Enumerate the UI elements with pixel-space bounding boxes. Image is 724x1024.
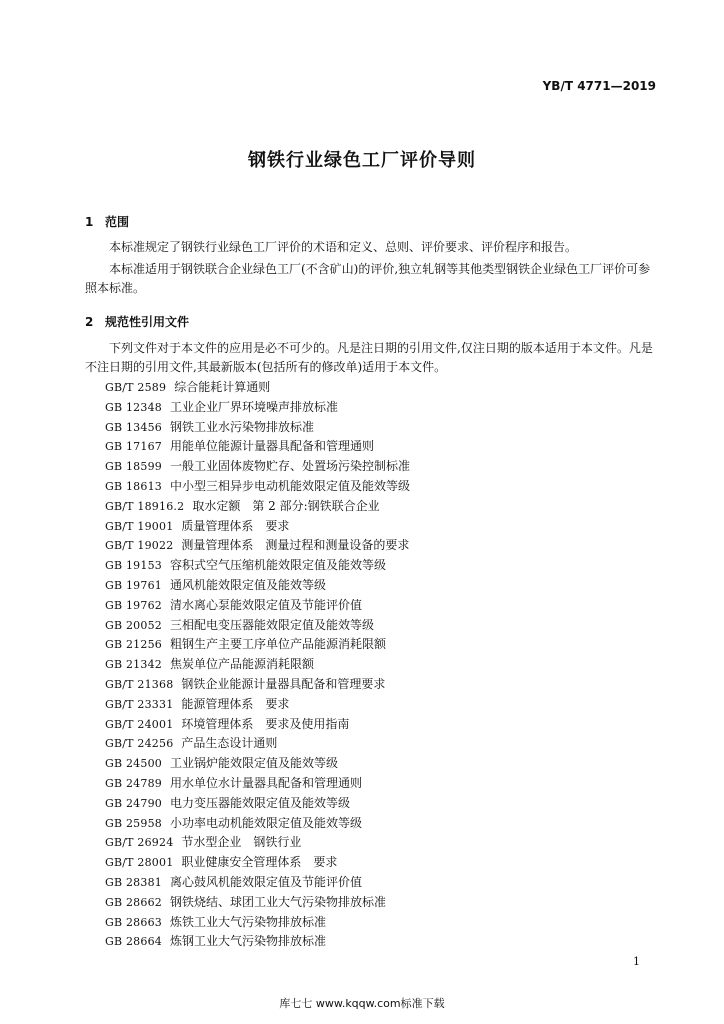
reference-code: GB 19153 (105, 559, 162, 573)
section-2-title: 规范性引用文件 (105, 315, 190, 329)
reference-title: 中小型三相异步电动机能效限定值及能效等级 (169, 478, 410, 493)
section-1-paragraph-1: 本标准规定了钢铁行业绿色工厂评价的术语和定义、总则、评价要求、评价程序和报告。 (109, 240, 578, 254)
reference-code: GB 17167 (105, 440, 162, 454)
reference-code: GB 28664 (105, 935, 162, 949)
reference-title: 一般工业固体废物贮存、处置场污染控制标准 (169, 459, 410, 474)
reference-item (105, 655, 410, 675)
reference-code: GB 19762 (105, 598, 162, 612)
reference-title: 钢铁企业能源计量器具配备和管理要求 (181, 676, 386, 691)
reference-code: GB/T 18916.2 (105, 499, 185, 513)
reference-title: 钢铁烧结、球团工业大气污染物排放标准 (169, 894, 386, 909)
reference-title: 质量管理体系 要求 (181, 518, 290, 533)
reference-code: GB/T 19022 (105, 539, 174, 553)
reference-title: 三相配电变压器能效限定值及能效等级 (169, 617, 374, 632)
reference-title: 工业锅炉能效限定值及能效等级 (169, 756, 338, 771)
reference-item (105, 517, 410, 537)
reference-item (105, 378, 410, 398)
reference-item (105, 497, 410, 517)
reference-code: GB/T 2589 (105, 381, 167, 394)
reference-item (105, 576, 410, 596)
reference-item (105, 695, 410, 715)
reference-title: 产品生态设计通则 (181, 736, 278, 751)
reference-item (105, 715, 410, 735)
reference-title: 小功率电动机能效限定值及能效等级 (169, 815, 362, 830)
reference-item (105, 437, 410, 457)
page-number: 1 (633, 955, 640, 968)
reference-title: 节水型企业 钢铁行业 (181, 835, 302, 850)
reference-title: 环境管理体系 要求及使用指南 (181, 716, 350, 731)
reference-title: 粗钢生产主要工序单位产品能源消耗限额 (169, 637, 386, 652)
reference-item (105, 853, 410, 873)
reference-code: GB 24790 (105, 796, 162, 810)
reference-list (105, 378, 410, 952)
section-2-intro: 下列文件对于本文件的应用是必不可少的。凡是注日期的引用文件,仅注日期的版本适用于本文件。凡是不注日期的引用文件,其最新版本(包括所有的修改单)适用于本文件。 (85, 341, 653, 374)
reference-code: GB 24500 (105, 757, 162, 771)
reference-item (105, 913, 410, 933)
reference-title: 职业健康安全管理体系 要求 (181, 855, 338, 870)
reference-title: 用能单位能源计量器具配备和管理通则 (169, 439, 374, 454)
reference-item (105, 616, 410, 636)
reference-code: GB 24789 (105, 776, 162, 790)
reference-code: GB/T 24001 (105, 717, 174, 731)
reference-title: 能源管理体系 要求 (181, 696, 290, 711)
reference-code: GB 21256 (105, 638, 162, 652)
reference-code: GB/T 23331 (105, 697, 174, 711)
reference-item (105, 814, 410, 834)
standard-code: YB/T 4771—2019 (542, 79, 656, 93)
reference-item (105, 457, 410, 477)
reference-item (105, 734, 410, 754)
reference-code: GB/T 26924 (105, 836, 174, 850)
reference-item (105, 536, 410, 556)
reference-item (105, 418, 410, 438)
reference-code: GB 21342 (105, 658, 162, 672)
reference-title: 容积式空气压缩机能效限定值及能效等级 (169, 558, 386, 573)
reference-item (105, 556, 410, 576)
reference-title: 通风机能效限定值及能效等级 (169, 577, 326, 592)
section-2-heading (85, 313, 189, 330)
reference-item (105, 932, 410, 952)
reference-code: GB 13456 (105, 420, 162, 434)
reference-code: GB 18613 (105, 479, 162, 493)
reference-code: GB/T 21368 (105, 677, 174, 691)
reference-item (105, 873, 410, 893)
reference-code: GB/T 24256 (105, 737, 174, 751)
download-watermark: 库七七 www.kqqw.com标准下载 (279, 997, 445, 1010)
reference-title: 综合能耗计算通则 (174, 380, 271, 394)
document-title: 钢铁行业绿色工厂评价导则 (248, 150, 476, 171)
reference-title: 取水定额 第 2 部分:钢铁联合企业 (192, 498, 380, 513)
section-1-heading (85, 213, 129, 230)
reference-code: GB 20052 (105, 618, 162, 632)
reference-title: 测量管理体系 测量过程和测量设备的要求 (181, 538, 410, 553)
reference-title: 清水离心泵能效限定值及节能评价值 (169, 597, 362, 612)
section-2-number: 2 (85, 315, 94, 329)
reference-code: GB/T 19001 (105, 519, 174, 533)
reference-code: GB 19761 (105, 578, 162, 592)
reference-code: GB 28663 (105, 915, 162, 929)
reference-code: GB 18599 (105, 460, 162, 474)
reference-item (105, 774, 410, 794)
reference-title: 炼钢工业大气污染物排放标准 (169, 934, 326, 949)
reference-code: GB/T 28001 (105, 856, 174, 870)
reference-item (105, 893, 410, 913)
reference-item (105, 596, 410, 616)
reference-code: GB 12348 (105, 400, 162, 414)
reference-title: 用水单位水计量器具配备和管理通则 (169, 775, 362, 790)
reference-item (105, 398, 410, 418)
reference-item (105, 477, 410, 497)
reference-title: 焦炭单位产品能源消耗限额 (169, 657, 314, 672)
reference-title: 炼铁工业大气污染物排放标准 (169, 914, 326, 929)
section-1-title: 范围 (105, 215, 130, 229)
reference-title: 工业企业厂界环境噪声排放标准 (169, 399, 338, 414)
reference-item (105, 754, 410, 774)
reference-item (105, 833, 410, 853)
reference-item (105, 635, 410, 655)
reference-item (105, 675, 410, 695)
section-1-paragraph-2: 本标准适用于钢铁联合企业绿色工厂(不含矿山)的评价,独立轧钢等其他类型钢铁企业绿色工厂评价可参照本标准。 (85, 262, 651, 295)
reference-code: GB 28662 (105, 895, 162, 909)
reference-code: GB 28381 (105, 875, 162, 889)
reference-code: GB 25958 (105, 816, 162, 830)
reference-item (105, 794, 410, 814)
reference-title: 电力变压器能效限定值及能效等级 (169, 795, 350, 810)
reference-title: 钢铁工业水污染物排放标准 (169, 419, 314, 434)
section-1-number: 1 (85, 215, 94, 229)
reference-title: 离心鼓风机能效限定值及节能评价值 (169, 874, 362, 889)
